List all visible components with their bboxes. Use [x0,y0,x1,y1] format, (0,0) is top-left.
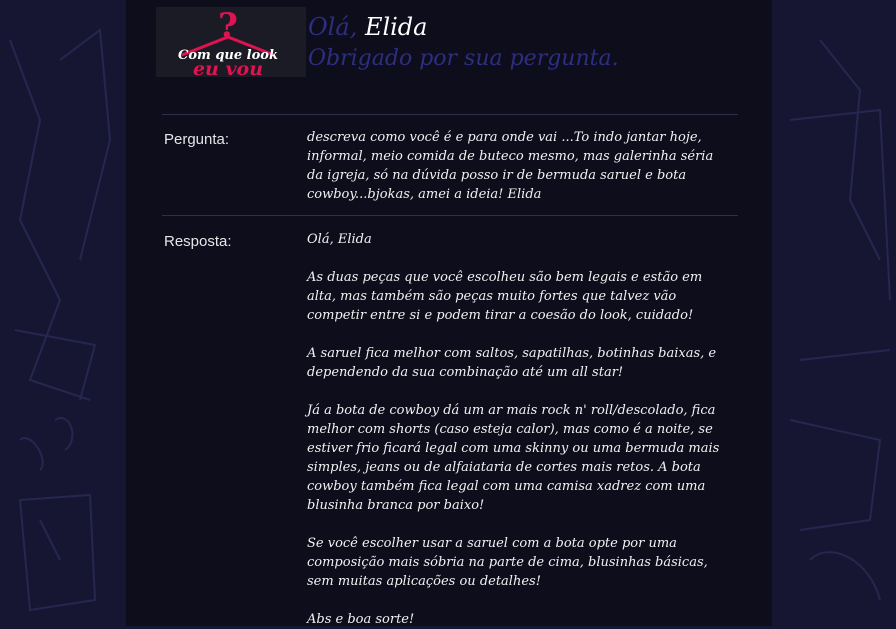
logo-text-bottom: eu vou [192,58,264,77]
svg-text:?: ? [218,7,238,46]
answer-text [307,230,725,629]
divider-middle [162,215,738,216]
site-logo[interactable] [156,7,306,77]
thanks-message: Obrigado por sua pergunta. [308,46,619,71]
greeting-name: Elida [364,13,428,41]
divider-top [162,114,738,115]
answer-paragraph: Abs e boa sorte! [307,612,415,627]
answer-paragraph: As duas peças que você escolheu são bem legais e estão em alta, mas também são peças muito fortes que talvez vão competir entre si e podem tirar a coesão do look, cuidado! [307,270,703,323]
logo-text-top: Com que look [178,48,278,63]
answer-label: Resposta: [164,233,232,250]
answer-paragraph: Olá, Elida [307,232,372,247]
question-label: Pergunta: [164,131,230,148]
answer-paragraph: Já a bota de cowboy dá um ar mais rock n' roll/descolado, fica melhor com shorts (caso esteja calor), mas como é a noite, se estiver frio ficará legal com uma skinny ou uma bermuda mais simples, jeans ou de alfaiataria de cortes mais retos. A bota cowboy também fica legal com uma camisa xadrez com uma blusinha branca por baixo! [307,403,720,513]
greeting [308,12,427,42]
answer-paragraph: A saruel fica melhor com saltos, sapatilhas, botinhas baixas, e dependendo da sua combinação até um all star! [307,346,717,380]
question-text: descreva como você é e para onde vai ...To indo jantar hoje, informal, meio comida de buteco mesmo, mas galerinha séria da igreja, só na dúvida posso ir de bermuda saruel e bota cowboy...bjokas, amei a ideia! Elida [307,130,714,202]
logo-hanger-icon [156,7,306,77]
answer-paragraph: Se você escolher usar a saruel com a bota opte por uma composição mais sóbria na parte de cima, blusinhas básicas, sem muitas aplicações ou detalhes! [307,536,708,589]
greeting-word: Olá, [308,13,358,41]
